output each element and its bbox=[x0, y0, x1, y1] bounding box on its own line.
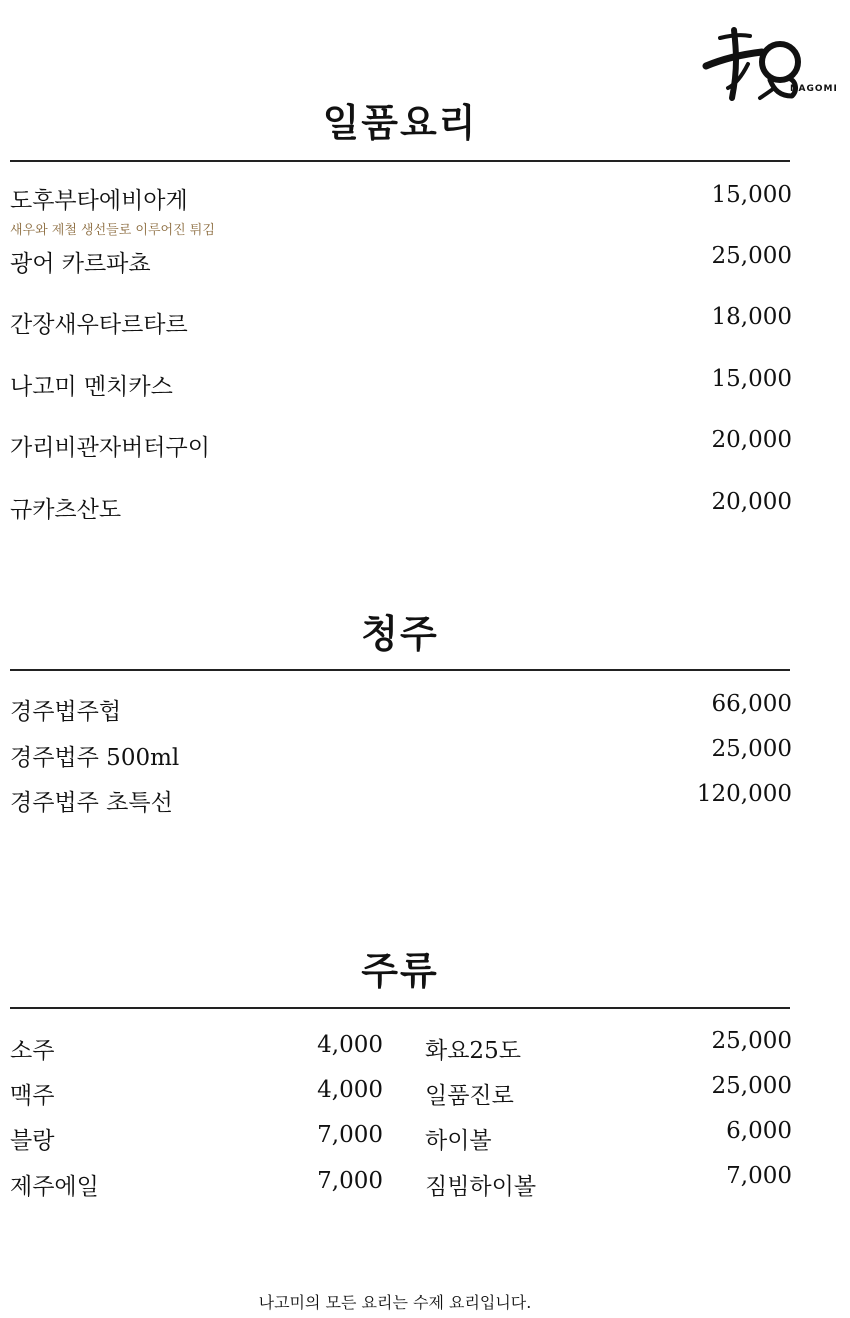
menu-item-name: 규카츠산도 bbox=[10, 497, 122, 523]
menu-item-price: 6,000 bbox=[726, 1118, 792, 1144]
menu-item-price: 20,000 bbox=[711, 427, 792, 453]
section-divider bbox=[10, 669, 790, 671]
section-title-liquor: 주류 bbox=[361, 948, 439, 993]
section-title-appetizers: 일품요리 bbox=[322, 100, 478, 145]
menu-item-price: 4,000 bbox=[317, 1032, 383, 1058]
menu-item-price: 25,000 bbox=[711, 243, 792, 269]
menu-item-price: 20,000 bbox=[711, 489, 792, 515]
menu-item-name: 도후부타에비아게 bbox=[10, 188, 188, 214]
menu-item-name: 간장새우타르타르 bbox=[10, 312, 188, 338]
menu-item-price: 25,000 bbox=[711, 1028, 792, 1054]
menu-item-price: 15,000 bbox=[711, 366, 792, 392]
menu-item-name: 광어 카르파쵸 bbox=[10, 251, 151, 277]
menu-item-name: 화요25도 bbox=[425, 1038, 521, 1064]
menu-item-name: 하이볼 bbox=[425, 1128, 492, 1154]
logo-subtitle: NAGOMI bbox=[790, 84, 838, 94]
menu-item-name: 경주법주 500ml bbox=[10, 745, 180, 771]
menu-item-name: 블랑 bbox=[10, 1128, 55, 1154]
menu-item-price: 25,000 bbox=[711, 736, 792, 762]
menu-item-name: 맥주 bbox=[10, 1083, 55, 1109]
menu-item-price: 4,000 bbox=[317, 1077, 383, 1103]
menu-item-description: 새우와 제철 생선들로 이루어진 튀김 bbox=[10, 223, 215, 238]
menu-item-name: 나고미 멘치카스 bbox=[10, 374, 173, 400]
menu-item-price: 66,000 bbox=[711, 691, 792, 717]
section-divider bbox=[10, 1007, 790, 1009]
menu-item-name: 일품진로 bbox=[425, 1083, 514, 1109]
menu-item-price: 120,000 bbox=[696, 781, 792, 807]
menu-item-name: 제주에일 bbox=[10, 1174, 99, 1200]
menu-item-name: 경주법주 초특선 bbox=[10, 790, 173, 816]
menu-item-price: 7,000 bbox=[317, 1168, 383, 1194]
menu-item-name: 경주법주헙 bbox=[10, 699, 122, 725]
menu-item-name: 짐빔하이볼 bbox=[425, 1174, 537, 1200]
menu-item-price: 7,000 bbox=[317, 1122, 383, 1148]
section-title-sake: 청주 bbox=[361, 611, 439, 656]
menu-item-price: 25,000 bbox=[711, 1073, 792, 1099]
menu-item-price: 7,000 bbox=[726, 1163, 792, 1189]
menu-item-name: 가리비관자버터구이 bbox=[10, 435, 210, 461]
menu-item-name: 소주 bbox=[10, 1038, 55, 1064]
menu-item-price: 18,000 bbox=[711, 304, 792, 330]
footer-note: 나고미의 모든 요리는 수제 요리입니다. bbox=[258, 1293, 532, 1312]
menu-item-price: 15,000 bbox=[711, 182, 792, 208]
section-divider bbox=[10, 160, 790, 162]
